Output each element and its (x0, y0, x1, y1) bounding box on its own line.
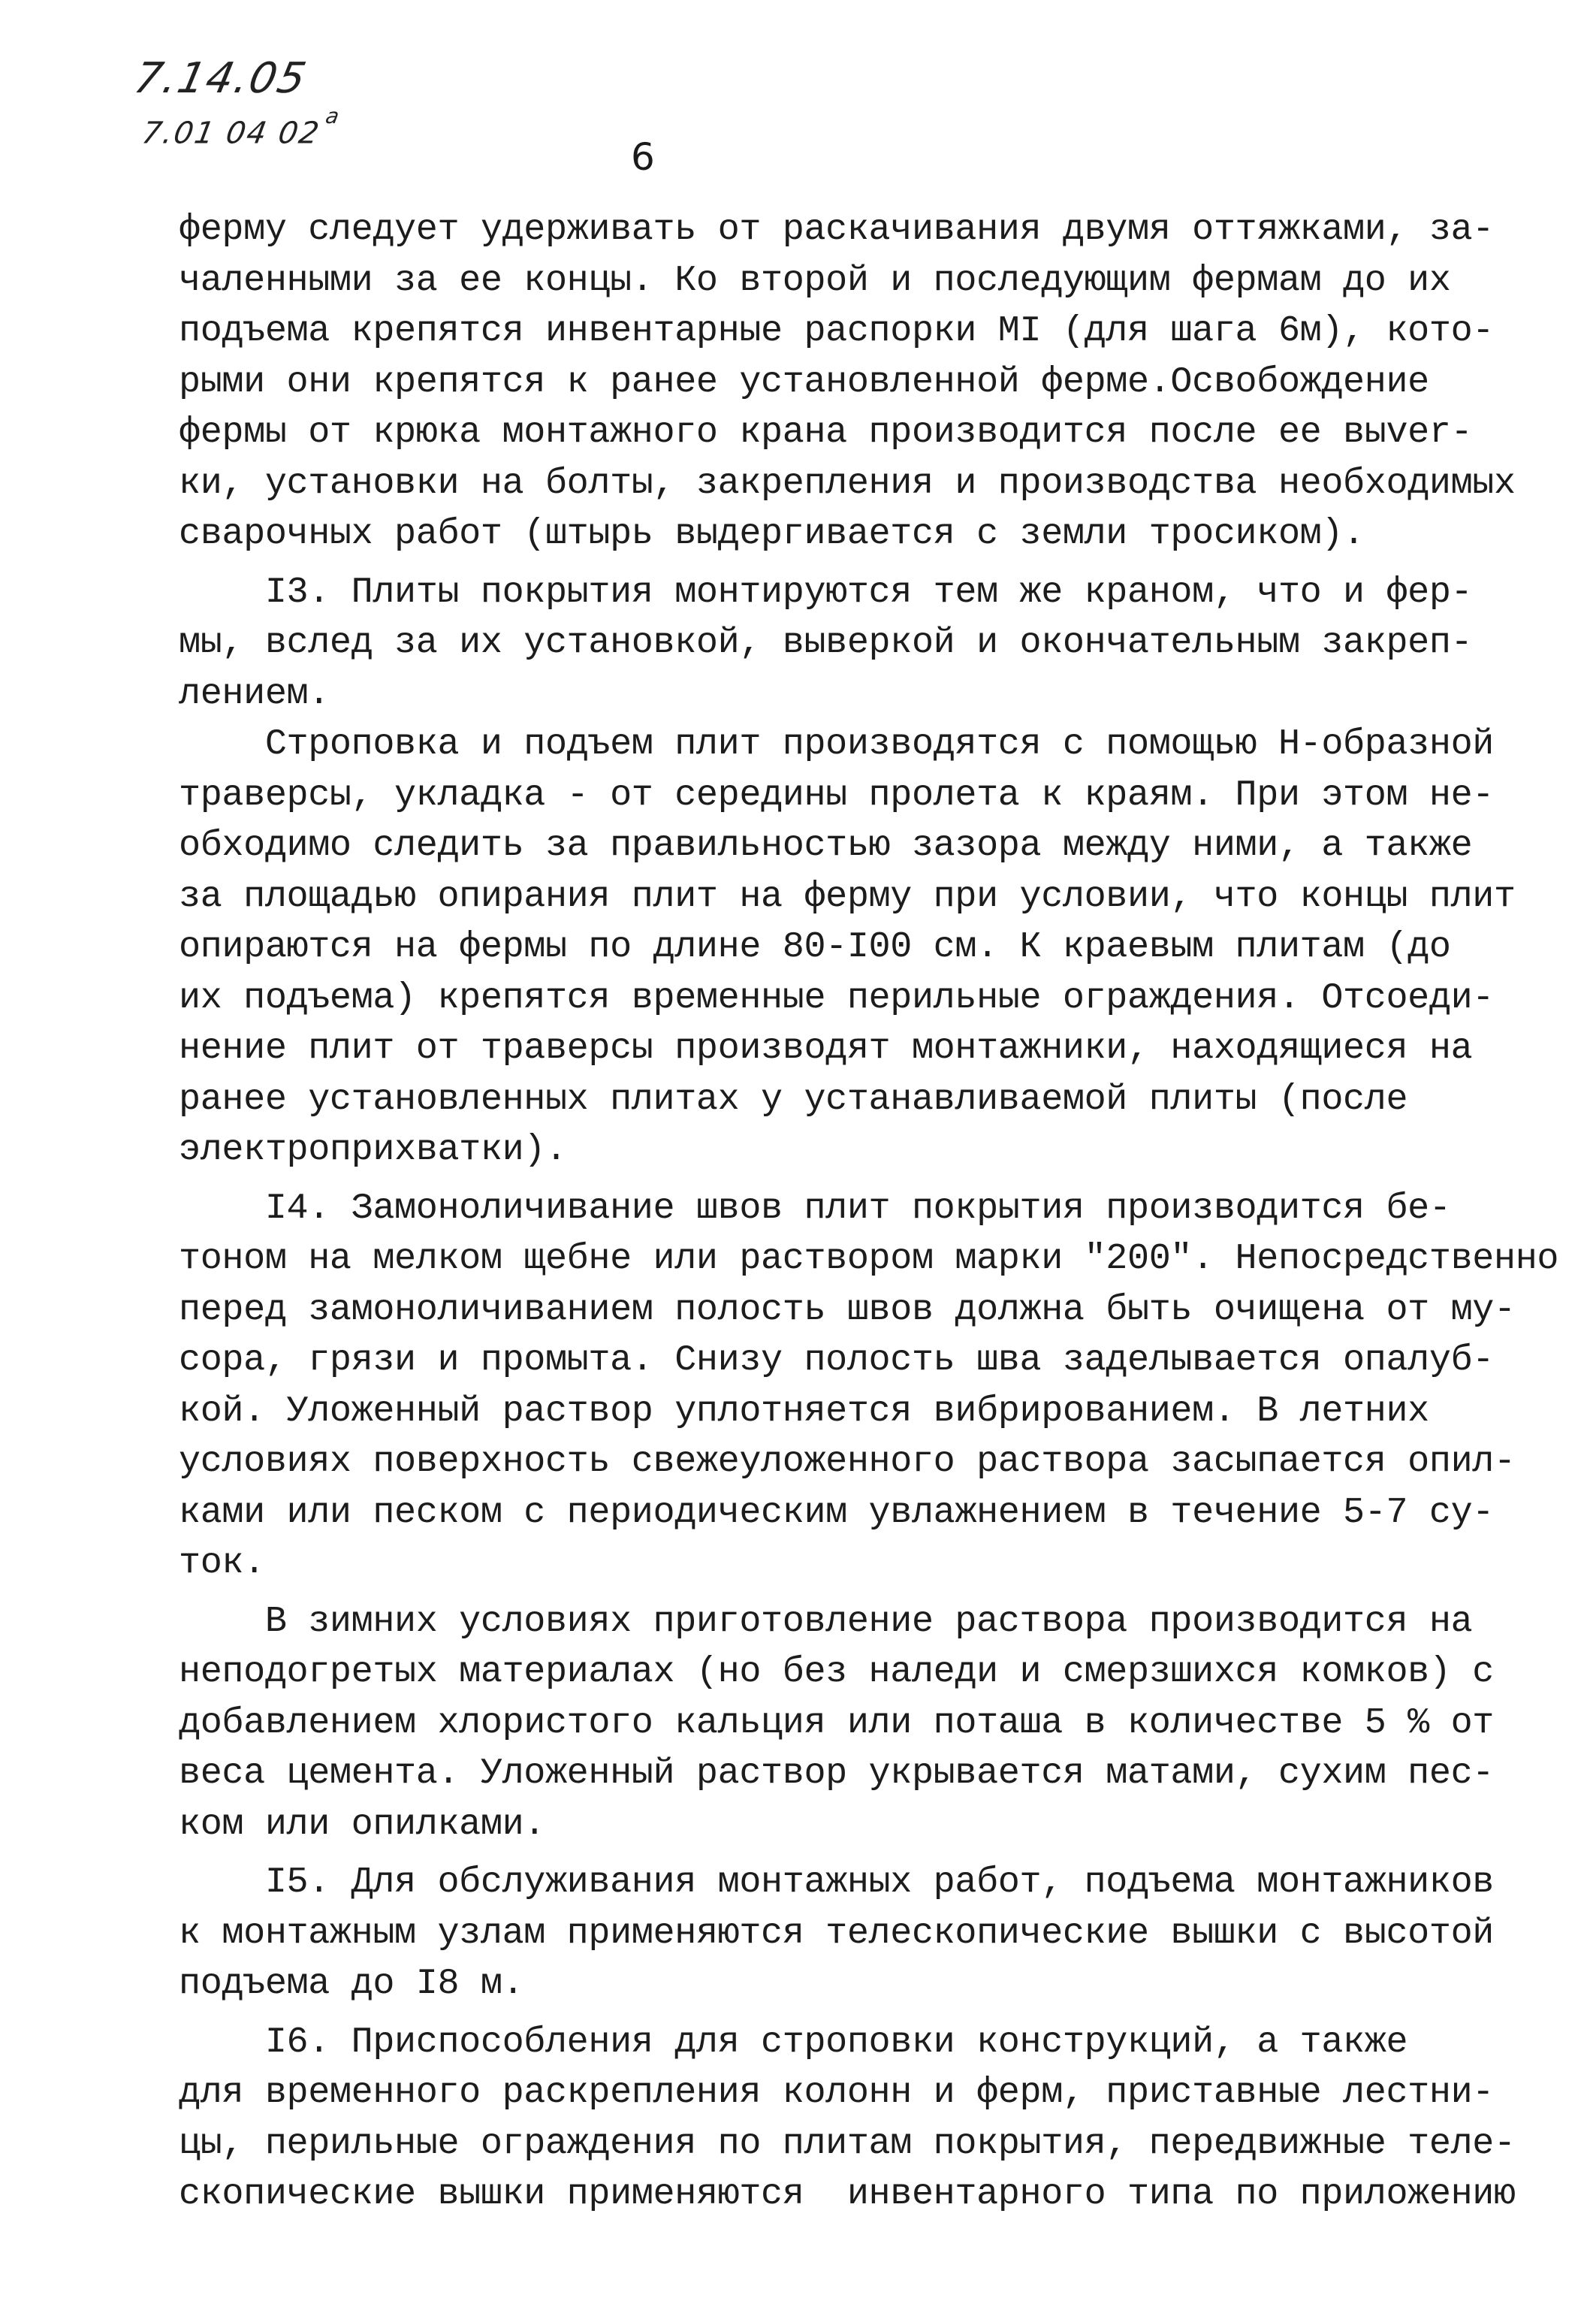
section-13-roof-slabs (179, 567, 1523, 1176)
text-line: I5. Для обслуживания монтажных работ, подъема монтажников (179, 1862, 1494, 1903)
text-line: сварочных работ (штырь выдергивается с земли тросиком). (179, 513, 1365, 554)
text-line: электроприхватки). (179, 1129, 567, 1170)
text-line: I4. Замоноличивание швов плит покрытия производится бе- (179, 1187, 1451, 1229)
text-line: Строповка и подъем плит производятся с помощью Н-образной (179, 723, 1494, 765)
paragraph-gap (179, 1850, 1523, 1857)
text-line: условиях поверхность свежеуложенного раствора засыпается опил- (179, 1441, 1516, 1482)
text-line: перед замоноличиванием полость швов должна быть очищена от му- (179, 1288, 1516, 1330)
paragraph-gap (179, 1589, 1523, 1596)
text-line: тоном на мелком щебне или раствором марки "200". Непосредственно (179, 1238, 1559, 1279)
handwritten-code-text: 7.14.05 (130, 54, 312, 103)
text-line: ками или песком с периодическим увлажнением в течение 5-7 су- (179, 1491, 1494, 1533)
text-line: лением. (179, 672, 330, 714)
text-line: обходимо следить за правильностью зазора между ними, а также (179, 825, 1473, 866)
text-line: к монтажным узлам применяются телескопические вышки с высотой (179, 1912, 1494, 1954)
text-line: I3. Плиты покрытия монтируются тем же краном, что и фер- (179, 571, 1473, 613)
text-line: ранее установленных плитах у устанавливаемой плиты (после (179, 1078, 1408, 1120)
handwritten-sheet-code (139, 104, 343, 151)
text-line: фермы от крюка монтажного крана производится после ее выver- (179, 412, 1473, 453)
text-line: нение плит от траверсы производят монтажники, находящиеся на (179, 1028, 1473, 1069)
text-line: ток. (179, 1542, 265, 1584)
text-line: веса цемента. Уложенный раствор укрывается матами, сухим пес- (179, 1753, 1494, 1794)
text-line: В зимних условиях приготовление раствора производится на (179, 1600, 1473, 1642)
section-15-telescopic-towers (179, 1857, 1523, 2010)
text-line: подъема крепятся инвентарные распорки МI (для шага 6м), кото- (179, 310, 1494, 352)
document-body (179, 204, 1559, 2220)
text-line: мы, вслед за их установкой, выверкой и окончательным закреп- (179, 622, 1473, 663)
text-line: ком или опилками. (179, 1803, 545, 1845)
text-line: кой. Уложенный раствор уплотняется вибрированием. В летних (179, 1390, 1429, 1432)
text-line: чаленными за ее концы. Ко второй и последующим фермам до их (179, 259, 1451, 301)
paragraph-gap (179, 2010, 1523, 2017)
paragraph-gap (179, 1176, 1523, 1183)
paragraph-gap (179, 560, 1523, 567)
text-line: I6. Приспособления для строповки конструкций, а также (179, 2021, 1408, 2063)
text-line: для временного раскрепления колонн и ферм, приставные лестни- (179, 2072, 1494, 2113)
text-line: рыми они крепятся к ранее установленной ферме.Освобождение (179, 361, 1429, 403)
text-line: подъема до I8 м. (179, 1963, 524, 2004)
section-16-fixtures (179, 2017, 1523, 2220)
text-line: сора, грязи и промыта. Снизу полость шва заделывается опалуб- (179, 1339, 1494, 1381)
text-line: траверсы, укладка - от середины пролета к краям. При этом не- (179, 774, 1494, 816)
text-line: их подъема) крепятся временные перильные ограждения. Отсоеди- (179, 977, 1494, 1019)
handwritten-document-code (130, 54, 312, 103)
text-line: ки, установки на болты, закрепления и производства необходимых (179, 462, 1516, 504)
text-line: за площадью опирания плит на ферму при условии, что концы плит (179, 875, 1516, 917)
handwritten-sheet-code-text: 7.01 04 02 (139, 116, 323, 151)
paragraph-winter-conditions (179, 1596, 1523, 1850)
text-line: неподогретых материалах (но без наледи и смерзшихся комков) с (179, 1651, 1494, 1693)
text-line: ферму следует удерживать от раскачивания двумя оттяжками, за- (179, 209, 1494, 250)
section-14-joint-grouting (179, 1183, 1559, 1589)
handwritten-suffix: a (324, 104, 343, 128)
text-line: цы, перильные ограждения по плитам покрытия, передвижные теле- (179, 2122, 1516, 2164)
paragraph-truss-installation (179, 204, 1523, 560)
text-line: добавлением хлористого кальция или поташа в количестве 5 % от (179, 1702, 1494, 1744)
page-number: 6 (631, 135, 655, 179)
text-line: опираются на фермы по длине 80-I00 см. К краевым плитам (до (179, 926, 1451, 968)
text-line: скопические вышки применяются инвентарного типа по приложению (179, 2173, 1516, 2215)
